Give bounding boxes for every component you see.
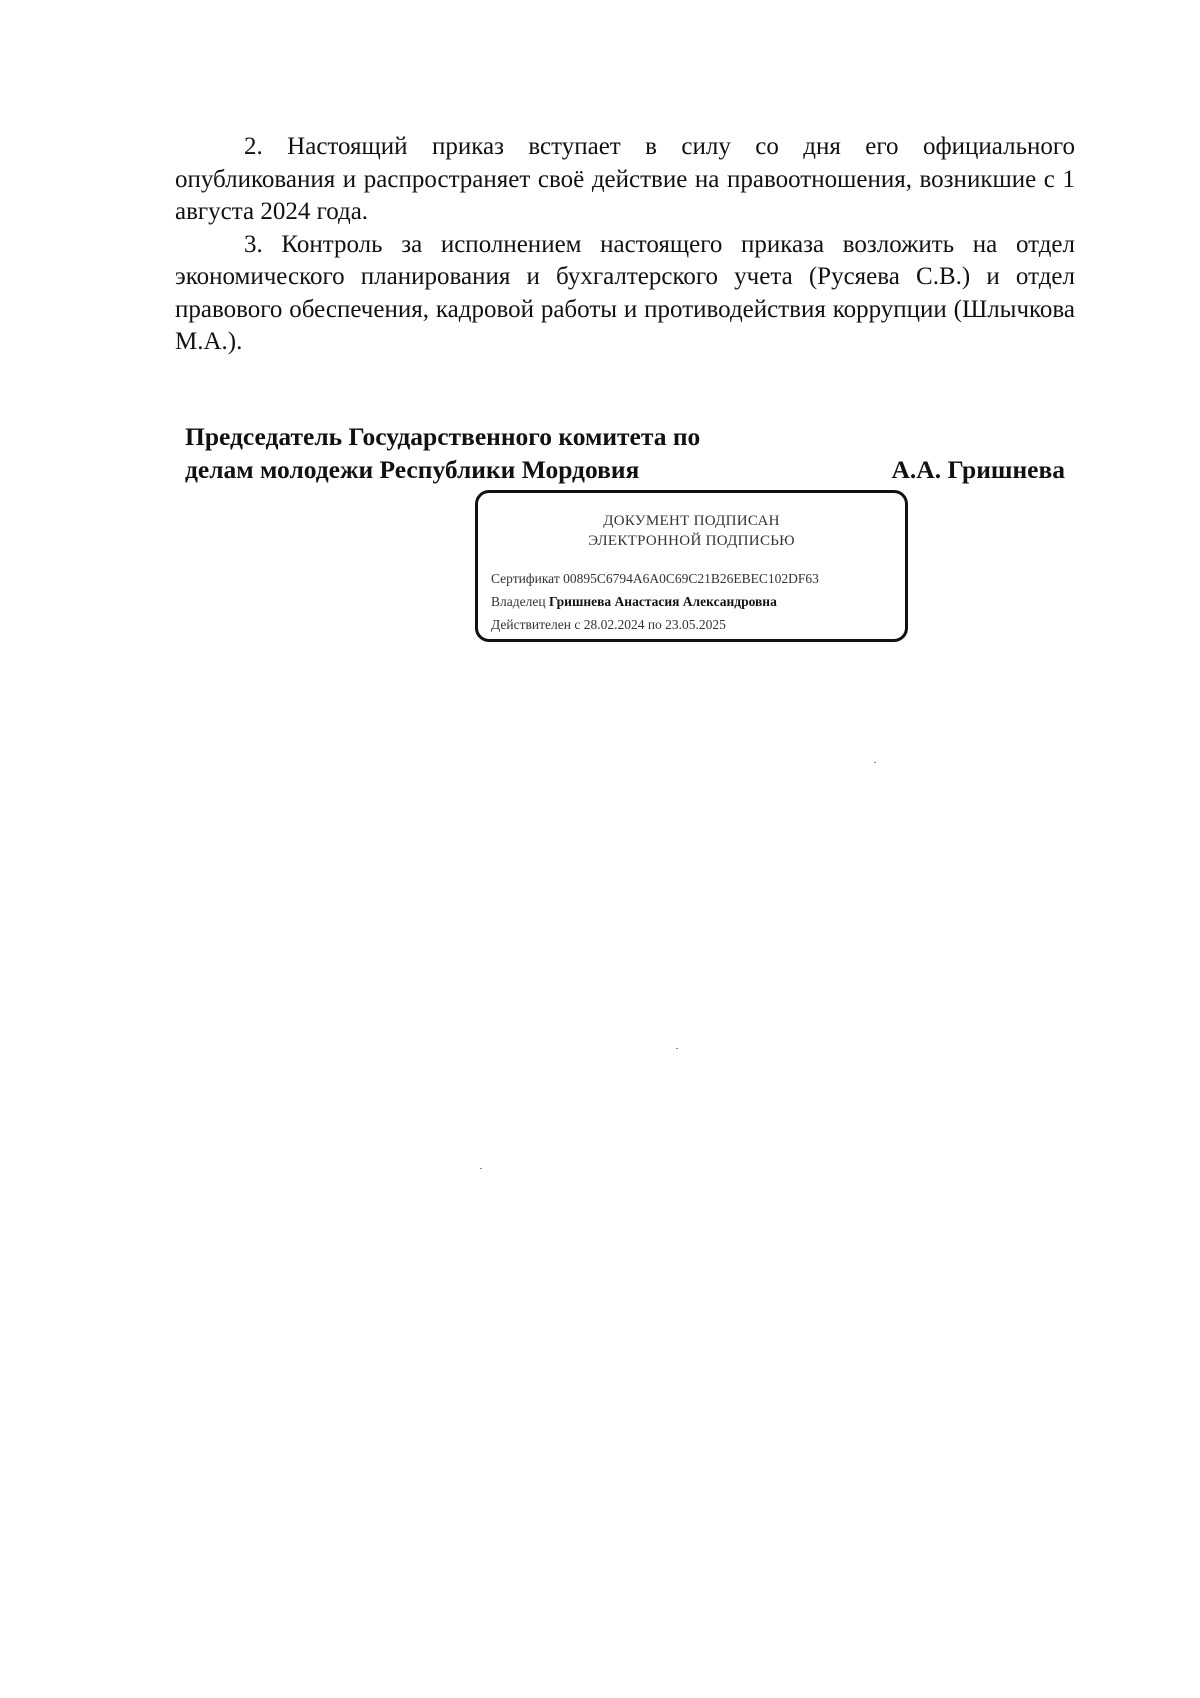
stamp-validity-row: [491, 616, 726, 634]
certificate-value: 00895C6794A6A0C69C21B26EBEC102DF63: [563, 571, 819, 586]
signer-position-line-2: делам молодежи Республики Мордовия: [185, 455, 640, 484]
paragraph-control: 3. Контроль за исполнением настоящего приказа возложить на отдел экономического планирования и бухгалтерского учета (Русяева С.В.) и отдел правового обеспечения, кадровой работы и противодействия коррупции (Шлычкова М.А.).: [175, 230, 1075, 355]
stamp-title: [478, 511, 905, 551]
electronic-signature-stamp: [475, 490, 908, 642]
valid-to: 23.05.2025: [665, 617, 726, 632]
stamp-title-line-2: ЭЛЕКТРОННОЙ ПОДПИСЬЮ: [588, 533, 795, 549]
signer-position-line-1: Председатель Государственного комитета по: [185, 422, 701, 451]
paragraph-effective-date: 2. Настоящий приказ вступает в силу со дня его официального опубликования и распространяет своё действие на правоотношения, возникшие с 1 августа 2024 года.: [175, 133, 1075, 225]
valid-from: 28.02.2024: [583, 617, 645, 632]
stamp-title-line-1: ДОКУМЕНТ ПОДПИСАН: [603, 513, 780, 529]
valid-label: Действителен: [491, 617, 571, 632]
scan-speck: [676, 1048, 678, 1049]
order-body: [175, 131, 1075, 359]
scan-speck: [480, 1168, 482, 1169]
scan-speck: [874, 762, 876, 763]
stamp-owner-row: [491, 593, 777, 611]
certificate-label: Сертификат: [491, 571, 560, 586]
owner-value: Гришнева Анастасия Александровна: [548, 594, 777, 609]
signer-name: А.А. Гришнева: [891, 455, 1065, 484]
valid-to-prefix: по: [647, 617, 662, 632]
signature-block: [185, 420, 1065, 486]
valid-from-prefix: с: [574, 617, 581, 632]
owner-label: Владелец: [491, 594, 546, 609]
stamp-certificate-row: [491, 570, 819, 588]
